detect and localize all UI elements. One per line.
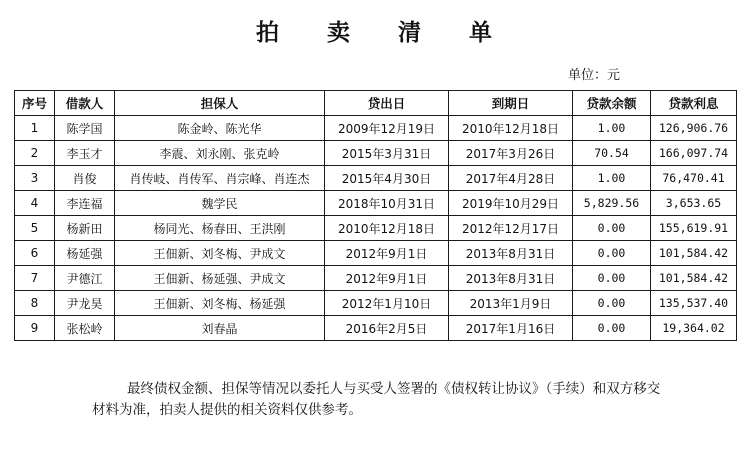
cell-guarantor: 陈金岭、陈光华 <box>115 116 325 141</box>
cell-interest: 135,537.40 <box>651 291 737 316</box>
table-row <box>15 141 737 166</box>
cell-borrower: 张松岭 <box>55 316 115 341</box>
cell-interest: 19,364.02 <box>651 316 737 341</box>
cell-due-date: 2013年8月31日 <box>449 266 573 291</box>
cell-loan-date: 2016年2月5日 <box>325 316 449 341</box>
cell-balance: 1.00 <box>573 116 651 141</box>
cell-guarantor: 杨同光、杨春田、王洪刚 <box>115 216 325 241</box>
cell-loan-date: 2015年4月30日 <box>325 166 449 191</box>
cell-loan-date: 2018年10月31日 <box>325 191 449 216</box>
cell-due-date: 2017年4月28日 <box>449 166 573 191</box>
cell-index: 1 <box>15 116 55 141</box>
cell-balance: 0.00 <box>573 241 651 266</box>
cell-borrower: 杨延强 <box>55 241 115 266</box>
header-balance: 贷款余额 <box>573 91 651 116</box>
cell-borrower: 李玉才 <box>55 141 115 166</box>
header-guarantor: 担保人 <box>115 91 325 116</box>
cell-guarantor: 王佃新、刘冬梅、杨延强 <box>115 291 325 316</box>
cell-interest: 76,470.41 <box>651 166 737 191</box>
cell-loan-date: 2012年9月1日 <box>325 266 449 291</box>
table-row <box>15 166 737 191</box>
table-row <box>15 266 737 291</box>
cell-index: 5 <box>15 216 55 241</box>
cell-balance: 0.00 <box>573 216 651 241</box>
table-row <box>15 291 737 316</box>
table-row <box>15 241 737 266</box>
table-row <box>15 191 737 216</box>
cell-balance: 0.00 <box>573 266 651 291</box>
cell-index: 9 <box>15 316 55 341</box>
cell-due-date: 2013年1月9日 <box>449 291 573 316</box>
table-row <box>15 316 737 341</box>
cell-borrower: 李连福 <box>55 191 115 216</box>
cell-index: 8 <box>15 291 55 316</box>
cell-due-date: 2017年3月26日 <box>449 141 573 166</box>
document-title: 拍 卖 清 单 <box>255 19 513 46</box>
unit-label: 单位：元 <box>568 68 621 83</box>
disclaimer-note: 最终债权金额、担保等情况以委托人与买受人签署的《债权转让协议》（手续）和双方移交材料为准，拍卖人提供的相关资料仅供参考。 <box>92 381 661 418</box>
cell-interest: 155,619.91 <box>651 216 737 241</box>
cell-balance: 0.00 <box>573 291 651 316</box>
cell-borrower: 尹龙昊 <box>55 291 115 316</box>
table-header-row <box>15 91 737 116</box>
cell-due-date: 2013年8月31日 <box>449 241 573 266</box>
cell-interest: 3,653.65 <box>651 191 737 216</box>
cell-loan-date: 2009年12月19日 <box>325 116 449 141</box>
table-row <box>15 216 737 241</box>
cell-guarantor: 王佃新、杨延强、尹成文 <box>115 266 325 291</box>
cell-loan-date: 2012年9月1日 <box>325 241 449 266</box>
cell-balance: 1.00 <box>573 166 651 191</box>
cell-index: 6 <box>15 241 55 266</box>
cell-index: 2 <box>15 141 55 166</box>
cell-due-date: 2012年12月17日 <box>449 216 573 241</box>
header-index: 序号 <box>15 91 55 116</box>
cell-balance: 5,829.56 <box>573 191 651 216</box>
cell-due-date: 2010年12月18日 <box>449 116 573 141</box>
cell-balance: 70.54 <box>573 141 651 166</box>
cell-guarantor: 刘春晶 <box>115 316 325 341</box>
cell-loan-date: 2015年3月31日 <box>325 141 449 166</box>
cell-due-date: 2019年10月29日 <box>449 191 573 216</box>
auction-table <box>14 90 737 341</box>
cell-guarantor: 肖传岐、肖传军、肖宗峰、肖连杰 <box>115 166 325 191</box>
cell-interest: 126,906.76 <box>651 116 737 141</box>
cell-index: 7 <box>15 266 55 291</box>
header-borrower: 借款人 <box>55 91 115 116</box>
table-row <box>15 116 737 141</box>
cell-borrower: 杨新田 <box>55 216 115 241</box>
cell-borrower: 陈学国 <box>55 116 115 141</box>
cell-index: 4 <box>15 191 55 216</box>
header-loan-date: 贷出日 <box>325 91 449 116</box>
cell-index: 3 <box>15 166 55 191</box>
cell-borrower: 肖俊 <box>55 166 115 191</box>
header-due-date: 到期日 <box>449 91 573 116</box>
cell-due-date: 2017年1月16日 <box>449 316 573 341</box>
cell-loan-date: 2010年12月18日 <box>325 216 449 241</box>
cell-guarantor: 李震、刘永刚、张克岭 <box>115 141 325 166</box>
cell-balance: 0.00 <box>573 316 651 341</box>
cell-interest: 101,584.42 <box>651 241 737 266</box>
cell-loan-date: 2012年1月10日 <box>325 291 449 316</box>
header-interest: 贷款利息 <box>651 91 737 116</box>
cell-interest: 166,097.74 <box>651 141 737 166</box>
cell-borrower: 尹德江 <box>55 266 115 291</box>
cell-guarantor: 王佃新、刘冬梅、尹成文 <box>115 241 325 266</box>
cell-guarantor: 魏学民 <box>115 191 325 216</box>
cell-interest: 101,584.42 <box>651 266 737 291</box>
